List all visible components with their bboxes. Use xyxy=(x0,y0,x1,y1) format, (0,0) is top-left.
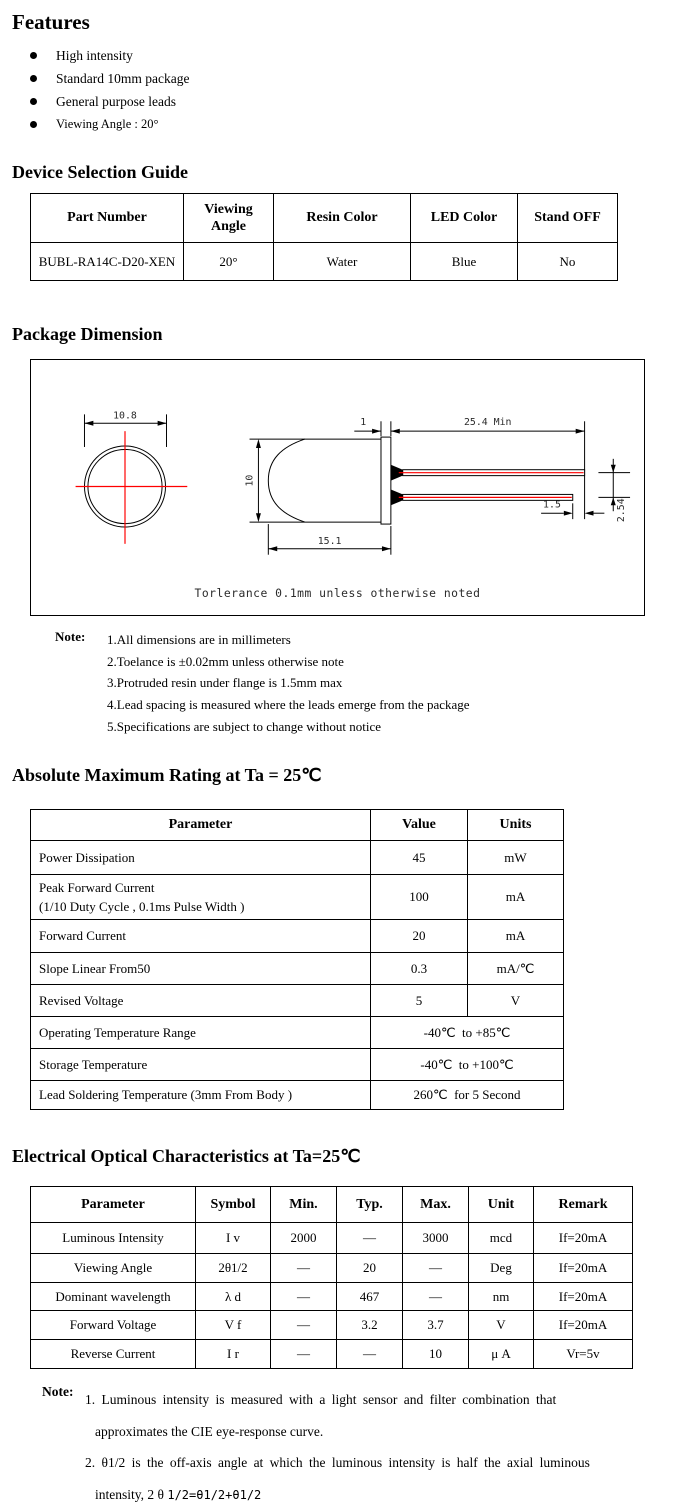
bullet-icon xyxy=(30,98,37,105)
parameter-cell: Reverse Current xyxy=(31,1340,196,1369)
symbol-cell: 2θ1/2 xyxy=(196,1254,271,1283)
column-header: Part Number xyxy=(31,194,184,243)
dim-lead-pitch: 2.54 xyxy=(616,498,628,523)
note-line: approximates the CIE eye-response curve. xyxy=(95,1423,324,1439)
units-cell: mA xyxy=(468,875,564,920)
typ-cell: 467 xyxy=(337,1283,403,1311)
package-note xyxy=(55,629,470,738)
symbol-cell: I r xyxy=(196,1340,271,1369)
max-cell: — xyxy=(403,1283,469,1311)
parameter-cell: Storage Temperature xyxy=(31,1049,371,1081)
units-cell: V xyxy=(468,985,564,1017)
value-cell: 45 xyxy=(371,841,468,875)
package-dimension-diagram xyxy=(31,360,644,615)
parameter-cell: Slope Linear From50 xyxy=(31,953,371,985)
value-cell: 0.3 xyxy=(371,953,468,985)
value-cell: 20 xyxy=(371,920,468,953)
table-row xyxy=(31,1311,633,1340)
table-header-row xyxy=(31,194,618,243)
column-header: Parameter xyxy=(31,810,371,841)
max-cell: 3.7 xyxy=(403,1311,469,1340)
symbol-cell: λ d xyxy=(196,1283,271,1311)
max-cell: — xyxy=(403,1254,469,1283)
units-cell: mW xyxy=(468,841,564,875)
stand-off-cell: No xyxy=(518,243,618,281)
device-selection-table xyxy=(30,193,618,281)
led-color-cell: Blue xyxy=(411,243,518,281)
table-row xyxy=(31,1017,564,1049)
dim-body-length: 15.1 xyxy=(317,535,342,547)
dome-curve xyxy=(268,439,305,522)
table-row xyxy=(31,1049,564,1081)
column-header: Symbol xyxy=(196,1187,271,1223)
feature-text: General purpose leads xyxy=(56,93,176,109)
column-header: Value xyxy=(371,810,468,841)
max-cell: 10 xyxy=(403,1340,469,1369)
part-number-cell: BUBL-RA14C-D20-XEN xyxy=(31,243,184,281)
note-item: 4.Lead spacing is measured where the leads emerge from the package xyxy=(107,697,470,713)
dim-lead-tip-offset: 1.5 xyxy=(543,499,561,511)
feature-text: High intensity xyxy=(56,47,133,63)
table-header-row xyxy=(31,1187,633,1223)
note-item: 3.Protruded resin under flange is 1.5mm max xyxy=(107,675,343,691)
min-cell: — xyxy=(271,1311,337,1340)
remark-cell: If=20mA xyxy=(534,1311,633,1340)
list-item xyxy=(30,67,189,90)
column-header: Resin Color xyxy=(274,194,411,243)
max-cell: 3000 xyxy=(403,1223,469,1254)
eo-char-title: Electrical Optical Characteristics at Ta=25℃ xyxy=(12,1146,361,1166)
table-row xyxy=(31,1254,633,1283)
typ-cell: — xyxy=(337,1340,403,1369)
list-item xyxy=(30,90,189,113)
dim-body-diameter: 10 xyxy=(244,474,256,487)
value-cell: 260℃ for 5 Second xyxy=(371,1081,564,1110)
parameter-cell: Operating Temperature Range xyxy=(31,1017,371,1049)
table-row xyxy=(31,953,564,985)
min-cell: — xyxy=(271,1340,337,1369)
typ-cell: — xyxy=(337,1223,403,1254)
parameter-cell: Luminous Intensity xyxy=(31,1223,196,1254)
value-cell: -40℃ to +85℃ xyxy=(371,1017,564,1049)
parameter-cell: Viewing Angle xyxy=(31,1254,196,1283)
parameter-cell: Dominant wavelength xyxy=(31,1283,196,1311)
abs-max-title: Absolute Maximum Rating at Ta = 25℃ xyxy=(12,765,322,785)
note-line: 1. Luminous intensity is measured with a light sensor and filter combination that xyxy=(85,1392,557,1407)
table-row xyxy=(31,243,618,281)
remark-cell: If=20mA xyxy=(534,1223,633,1254)
table-row xyxy=(31,1340,633,1369)
column-header: Remark xyxy=(534,1187,633,1223)
unit-cell: nm xyxy=(469,1283,534,1311)
table-row xyxy=(31,1081,564,1110)
typ-cell: 20 xyxy=(337,1254,403,1283)
bottom-note xyxy=(42,1384,632,1502)
note-label: Note: xyxy=(42,1384,74,1399)
column-header: Max. xyxy=(403,1187,469,1223)
units-cell: mA xyxy=(468,920,564,953)
min-cell: — xyxy=(271,1254,337,1283)
note-item: 1.All dimensions are in millimeters xyxy=(107,632,291,647)
bullet-icon xyxy=(30,75,37,82)
feature-text: Standard 10mm package xyxy=(56,70,190,86)
value-cell: 5 xyxy=(371,985,468,1017)
dim-top-width: 10.8 xyxy=(113,410,137,422)
column-header: Stand OFF xyxy=(518,194,618,243)
features-title: Features xyxy=(12,10,90,34)
units-cell: mA/℃ xyxy=(468,953,564,985)
table-row xyxy=(31,875,564,920)
symbol-cell: V f xyxy=(196,1311,271,1340)
typ-cell: 3.2 xyxy=(337,1311,403,1340)
table-row xyxy=(31,1283,633,1311)
note-line: 2. θ1/2 is the off-axis angle at which the luminous intensity is half the axial luminous xyxy=(85,1455,590,1471)
list-item xyxy=(30,44,189,67)
note-line: intensity, 2 θ 1/2=θ1/2+θ1/2 xyxy=(95,1486,262,1502)
viewing-angle-cell: 20° xyxy=(184,243,274,281)
resin-color-cell: Water xyxy=(274,243,411,281)
unit-cell: mcd xyxy=(469,1223,534,1254)
note-label: Note: xyxy=(55,629,86,644)
parameter-cell: Lead Soldering Temperature (3mm From Body ) xyxy=(31,1081,371,1110)
parameter-cell: Forward Current xyxy=(31,920,371,953)
column-header: Viewing Angle xyxy=(184,194,274,243)
table-header-row xyxy=(31,810,564,841)
value-cell: -40℃ to +100℃ xyxy=(371,1049,564,1081)
note-item: 5.Specifications are subject to change without notice xyxy=(107,718,381,734)
parameter-cell: Revised Voltage xyxy=(31,985,371,1017)
feature-text: Viewing Angle : 20° xyxy=(56,117,159,131)
list-item xyxy=(30,113,189,136)
column-header: Unit xyxy=(469,1187,534,1223)
flange xyxy=(381,437,391,524)
table-row xyxy=(31,920,564,953)
note-item: 2.Toelance is ±0.02mm unless otherwise note xyxy=(107,653,344,669)
device-selection-title: Device Selection Guide xyxy=(12,162,188,182)
column-header: Typ. xyxy=(337,1187,403,1223)
column-header: Parameter xyxy=(31,1187,196,1223)
table-row xyxy=(31,1223,633,1254)
unit-cell: μ A xyxy=(469,1340,534,1369)
dim-lead-length: 25.4 Min xyxy=(463,417,512,429)
min-cell: — xyxy=(271,1283,337,1311)
table-row xyxy=(31,985,564,1017)
bullet-icon xyxy=(30,121,37,128)
parameter-cell: Power Dissipation xyxy=(31,841,371,875)
tolerance-note: Torlerance 0.1mm unless otherwise noted xyxy=(194,586,481,601)
package-dimension-drawing-frame xyxy=(30,359,645,616)
value-cell: 100 xyxy=(371,875,468,920)
bullet-icon xyxy=(30,52,37,59)
symbol-cell: I v xyxy=(196,1223,271,1254)
column-header: Units xyxy=(468,810,564,841)
column-header: LED Color xyxy=(411,194,518,243)
abs-max-table xyxy=(30,809,564,1110)
table-row xyxy=(31,841,564,875)
features-list xyxy=(30,44,189,136)
package-dimension-title: Package Dimension xyxy=(12,324,163,344)
remark-cell: If=20mA xyxy=(534,1283,633,1311)
remark-cell: If=20mA xyxy=(534,1254,633,1283)
column-header: Min. xyxy=(271,1187,337,1223)
parameter-cell: Peak Forward Current (1/10 Duty Cycle , 0.1ms Pulse Width ) xyxy=(31,875,371,920)
min-cell: 2000 xyxy=(271,1223,337,1254)
unit-cell: V xyxy=(469,1311,534,1340)
dim-flange-thickness: 1 xyxy=(360,417,367,429)
unit-cell: Deg xyxy=(469,1254,534,1283)
eo-char-table xyxy=(30,1186,633,1369)
parameter-cell: Forward Voltage xyxy=(31,1311,196,1340)
remark-cell: Vr=5v xyxy=(534,1340,633,1369)
